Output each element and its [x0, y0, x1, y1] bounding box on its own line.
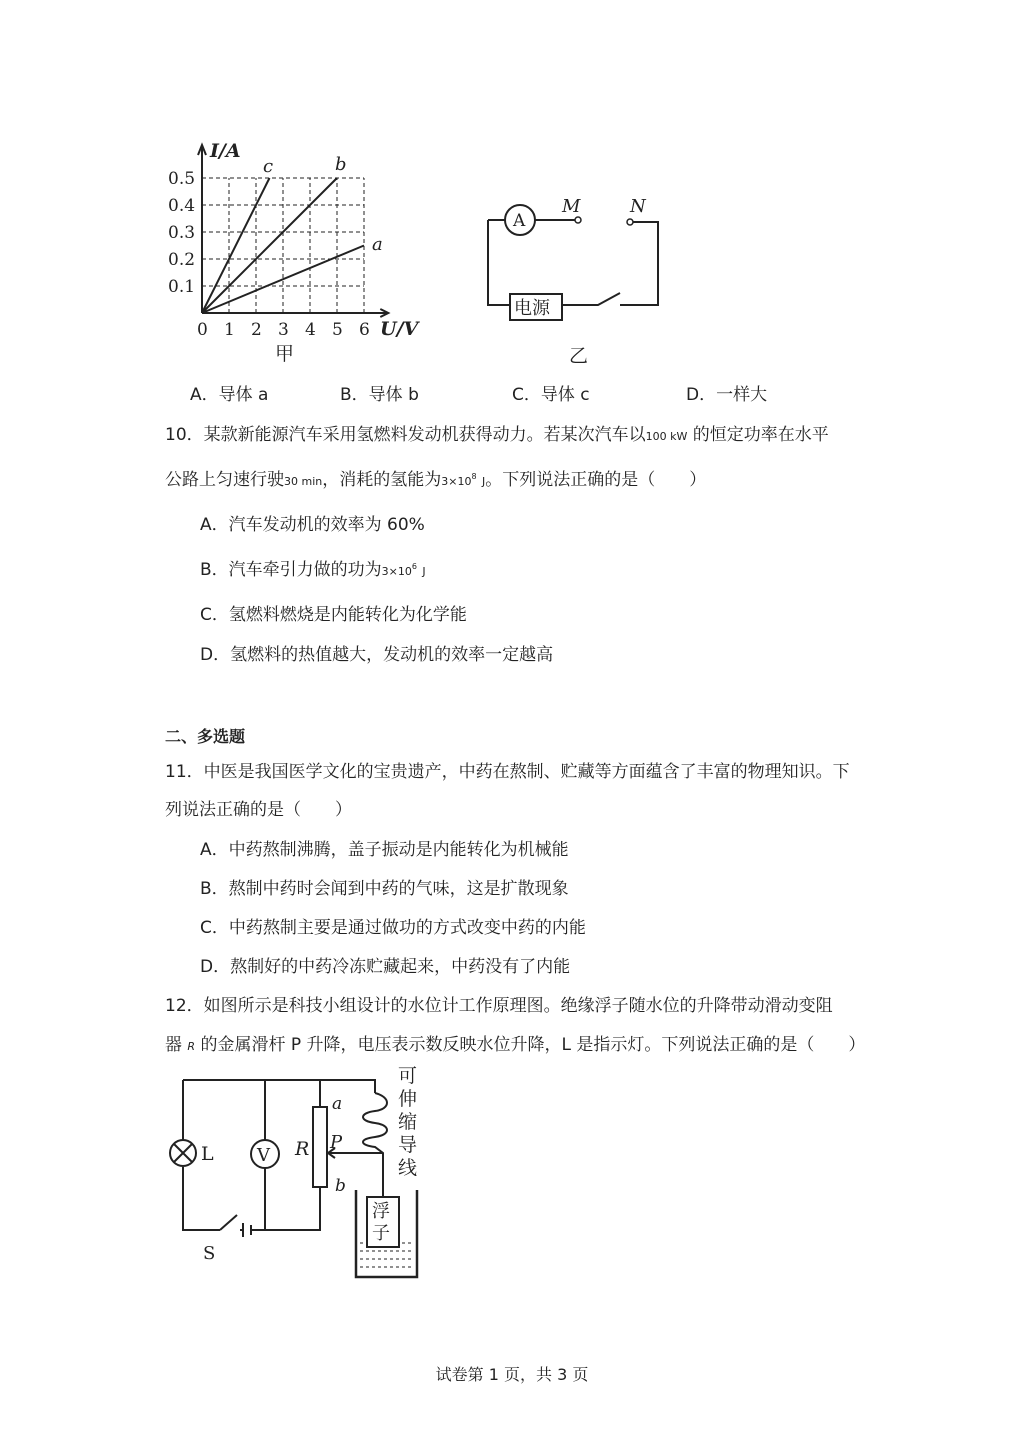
q11-option-d[interactable]: D．熬制好的中药冷冻贮藏起来，中药没有了内能 — [200, 957, 571, 977]
ammeter-label: A — [513, 211, 526, 231]
x-axis-label: U/V — [380, 318, 419, 340]
x-tick-label: 5 — [332, 320, 343, 340]
line-label-b: b — [335, 154, 347, 175]
q12-stem-line1: 12．如图所示是科技小组设计的水位计工作原理图。绝缘浮子随水位的升降带动滑动变阻 — [165, 996, 833, 1016]
power-source-label: 电源 — [514, 298, 550, 319]
q10-option-a[interactable]: A．汽车发动机的效率为 60% — [200, 515, 425, 535]
q11-option-a[interactable]: A．中药熬制沸腾，盖子振动是内能转化为机械能 — [200, 840, 569, 860]
terminal-n — [627, 219, 633, 225]
float-label-1: 浮 — [372, 1201, 390, 1222]
flexible-wire-spring — [363, 1093, 387, 1197]
q11-stem-line2: 列说法正确的是（ ） — [165, 800, 352, 820]
y-tick-label: 0.4 — [168, 196, 196, 216]
q10-option-b[interactable]: B．汽车牵引力做的功为$3\times 10^6$ J — [200, 560, 426, 580]
x-tick-label: 0 — [197, 320, 208, 340]
graph-grid — [202, 178, 364, 313]
page-footer: 试卷第 1 页，共 3 页 — [435, 1365, 589, 1384]
line-label-c: c — [263, 156, 274, 177]
y-tick-label: 0.5 — [168, 169, 196, 189]
terminal-m — [575, 217, 581, 223]
lamp-label: L — [201, 1143, 214, 1165]
slider-p-label: P — [330, 1132, 343, 1153]
y-tick-label: 0.3 — [168, 223, 196, 243]
figure-caption-yi: 乙 — [569, 345, 589, 367]
wire-label-char: 线 — [398, 1157, 418, 1179]
q11-option-b[interactable]: B．熬制中药时会闻到中药的气味，这是扩散现象 — [200, 879, 569, 899]
voltmeter-label: V — [257, 1145, 270, 1166]
terminal-m-label: M — [562, 196, 581, 217]
x-tick-label: 6 — [359, 320, 370, 340]
section-heading-multi-choice: 二、多选题 — [165, 727, 246, 746]
x-tick-label: 2 — [251, 320, 262, 340]
q10-option-c[interactable]: C．氢燃料燃烧是内能转化为化学能 — [200, 605, 467, 625]
q9-option-d[interactable]: D．一样大 — [686, 385, 768, 405]
x-tick-label: 4 — [305, 320, 316, 340]
q10-stem-line2: 公路上匀速行驶30 min，消耗的氢能为$3\times 10^8$ J。下列说法正确的是（ ） — [165, 470, 707, 490]
figure-yi-circuit — [480, 190, 680, 370]
lamp-symbol — [170, 1140, 196, 1166]
wire-label-char: 导 — [398, 1134, 418, 1156]
end-a-label: a — [332, 1094, 343, 1114]
q11-option-c[interactable]: C．中药熬制主要是通过做功的方式改变中药的内能 — [200, 918, 586, 938]
y-tick-label: 0.2 — [168, 250, 196, 270]
figure-water-level-circuit — [155, 1065, 435, 1290]
y-tick-label: 0.1 — [168, 277, 196, 297]
q10-option-d[interactable]: D．氢燃料的热值越大，发动机的效率一定越高 — [200, 645, 554, 665]
q10-stem-line1: 10．某款新能源汽车采用氢燃料发动机获得动力。若某次汽车以100 kW 的恒定功率在水平 — [165, 425, 829, 445]
q9-option-b[interactable]: B．导体 b — [340, 385, 419, 405]
rheostat-symbol — [313, 1107, 327, 1187]
q9-option-a[interactable]: A．导体 a — [190, 385, 269, 405]
terminal-n-label: N — [630, 196, 646, 217]
q11-stem-line1: 11．中医是我国医学文化的宝贵遗产，中药在熬制、贮藏等方面蕴含了丰富的物理知识。下 — [165, 762, 850, 782]
x-tick-label: 3 — [278, 320, 289, 340]
end-b-label: b — [335, 1176, 346, 1196]
wire-label-char: 可 — [398, 1065, 418, 1087]
series-line-b — [202, 178, 337, 313]
q12-stem-line2: 器 R 的金属滑杆 P 升降，电压表示数反映水位升降，L 是指示灯。下列说法正确的是（ ） — [165, 1035, 866, 1055]
q9-option-c[interactable]: C．导体 c — [512, 385, 590, 405]
series-line-c — [202, 178, 270, 313]
rheostat-label: R — [295, 1138, 310, 1160]
wire-label-char: 缩 — [398, 1111, 418, 1133]
line-label-a: a — [372, 234, 383, 255]
figure-caption-jia: 甲 — [275, 343, 295, 365]
y-axis-label: I/A — [210, 140, 241, 162]
switch-label: S — [203, 1243, 216, 1264]
x-tick-label: 1 — [224, 320, 235, 340]
graph-axes — [198, 145, 388, 317]
figure-jia-iu-graph — [160, 135, 430, 370]
wire-label-char: 伸 — [398, 1088, 418, 1110]
float-label-2: 子 — [372, 1223, 390, 1244]
